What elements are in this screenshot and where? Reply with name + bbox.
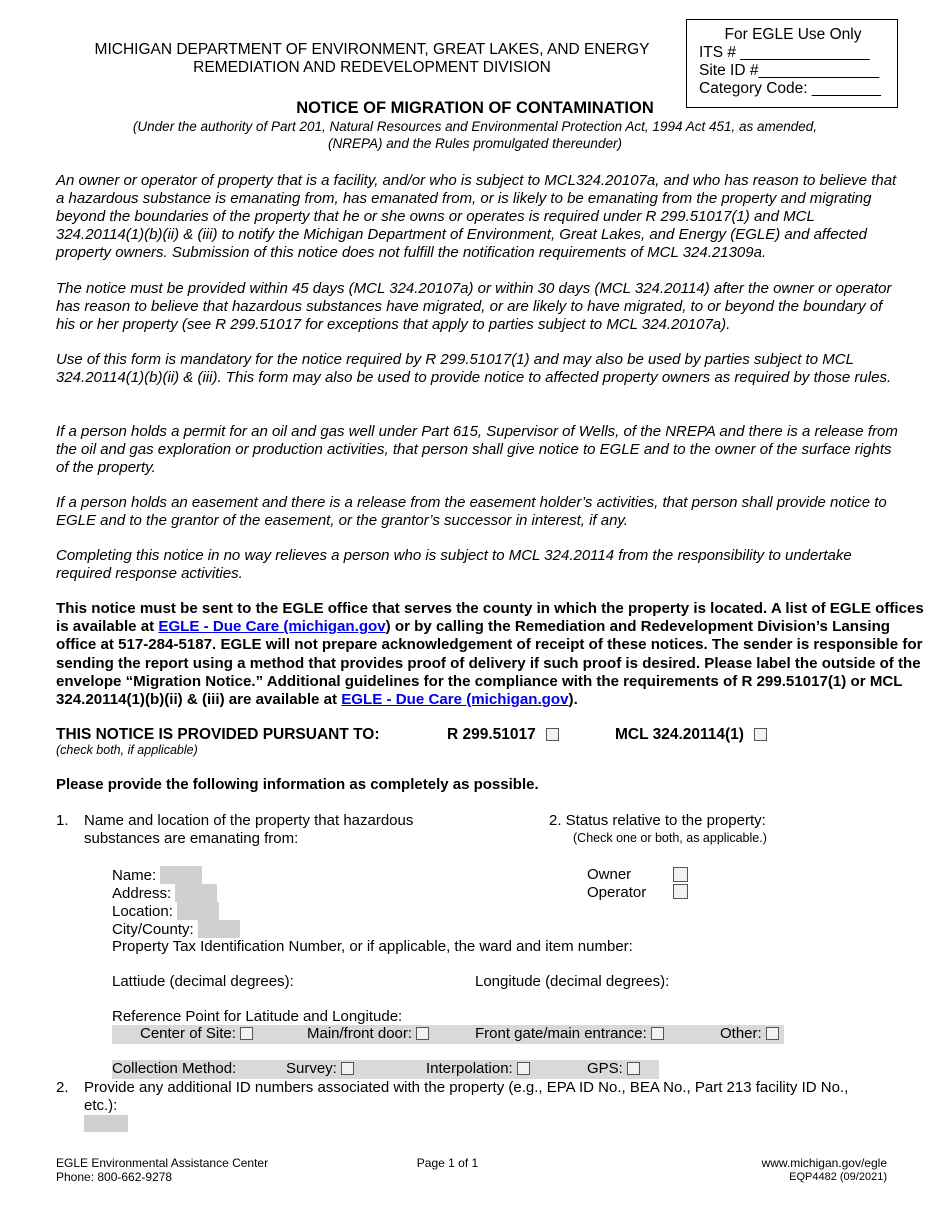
city-county-label: City/County: bbox=[112, 921, 194, 938]
main-door-checkbox[interactable] bbox=[416, 1027, 429, 1040]
section-2-line-1: Provide any additional ID numbers associated with the property (e.g., EPA ID No., BEA No., Part 213 facility ID No., bbox=[84, 1079, 849, 1096]
category-code-field: Category Code: ________ bbox=[699, 80, 881, 97]
rule-option bbox=[447, 726, 559, 744]
section-2-number: 2. bbox=[56, 1079, 69, 1096]
section-1-number: 1. bbox=[56, 812, 69, 829]
reference-point-row bbox=[112, 1025, 784, 1044]
front-gate-option bbox=[475, 1025, 664, 1043]
submission-instructions bbox=[56, 600, 926, 709]
operator-label: Operator bbox=[587, 884, 647, 901]
link-2-close: ) bbox=[568, 691, 574, 709]
main-door-label: Main/front door: bbox=[307, 1025, 413, 1042]
tax-id-label: Property Tax Identification Number, or if applicable, the ward and item number: bbox=[112, 938, 633, 955]
section-1-heading bbox=[84, 812, 413, 848]
egle-use-title: For EGLE Use Only bbox=[724, 26, 862, 43]
interpolation-label: Interpolation: bbox=[426, 1060, 513, 1077]
operator-checkbox[interactable] bbox=[673, 884, 688, 902]
deadline-paragraph: The notice must be provided within 45 days (MCL 324.20107a) or within 30 days (MCL 324.20114) after the owner or operator has reason to believe that hazardous substances have migrated, or are likely to have migrated, to or beyond the boundary of his or her property (see R 299.51017 for exceptions that apply to parties subject to MCL 324.20107a). bbox=[56, 280, 892, 333]
instructions-text-2: or by calling the Remediation and Redevelopment Division’s Lansing office at 517-284-5187. EGLE will not prepare acknowledgement of receipt of these notices. The sender is responsible for sending the report using a method that provides proof of delivery if such proof is desired. Please label the outside of the envelope “Migration Notice.” Additional guidelines for the compliance with the requirements of R 299.51017(1) or MCL 324.20114(1)(b)(ii) & (iii) are available at bbox=[56, 618, 923, 709]
front-gate-checkbox[interactable] bbox=[651, 1027, 664, 1040]
division-name: REMEDIATION AND REDEVELOPMENT DIVISION bbox=[193, 59, 551, 76]
gps-option bbox=[587, 1060, 640, 1078]
city-county-input[interactable] bbox=[198, 920, 240, 938]
agency-header bbox=[60, 41, 684, 77]
due-care-link-2[interactable]: EGLE - Due Care (michigan.gov bbox=[341, 691, 569, 709]
location-label: Location: bbox=[112, 903, 173, 920]
other-label: Other: bbox=[720, 1025, 762, 1042]
footer-phone: Phone: 800-662-9278 bbox=[56, 1170, 173, 1184]
authority-line-2: (NREPA) and the Rules promulgated thereunder) bbox=[328, 136, 622, 151]
section-1-line-2: substances are emanating from: bbox=[84, 830, 299, 847]
egle-use-only-box bbox=[686, 19, 898, 108]
gps-label: GPS: bbox=[587, 1060, 623, 1077]
authority-line-1: (Under the authority of Part 201, Natural Resources and Environmental Protection Act, 1994 Act 451, as amended, bbox=[132, 119, 818, 134]
latitude-label: Lattiude (decimal degrees): bbox=[112, 973, 294, 990]
agency-name: MICHIGAN DEPARTMENT OF ENVIRONMENT, GREAT LAKES, AND ENERGY bbox=[94, 41, 650, 58]
owner-label: Owner bbox=[587, 866, 632, 883]
section-1-line-1: Name and location of the property that hazardous bbox=[84, 812, 414, 829]
section-2-heading bbox=[84, 1079, 904, 1115]
name-input[interactable] bbox=[160, 866, 202, 884]
reference-point-label: Reference Point for Latitude and Longitude: bbox=[112, 1008, 403, 1025]
authority-note bbox=[60, 118, 890, 152]
pursuant-hint: (check both, if applicable) bbox=[56, 743, 198, 757]
address-row bbox=[112, 884, 217, 903]
status-title: 2. Status relative to the property: bbox=[549, 812, 766, 829]
address-input[interactable] bbox=[175, 884, 217, 902]
other-checkbox[interactable] bbox=[766, 1027, 779, 1040]
survey-checkbox[interactable] bbox=[341, 1062, 354, 1075]
owner-checkbox[interactable] bbox=[673, 867, 688, 885]
front-gate-label: Front gate/main entrance: bbox=[475, 1025, 647, 1042]
mcl-option bbox=[615, 726, 767, 744]
status-hint: (Check one or both, as applicable.) bbox=[573, 831, 767, 845]
due-care-link-1[interactable]: EGLE - Due Care (michigan.gov bbox=[158, 618, 386, 636]
collection-method-label: Collection Method: bbox=[112, 1060, 237, 1077]
interpolation-checkbox[interactable] bbox=[517, 1062, 530, 1075]
mandatory-use-paragraph: Use of this form is mandatory for the notice required by R 299.51017(1) and may also be used by parties subject to MCL 324.20114(1)(b)(ii) & (iii). This form may also be used to provide notice to affected property owners as required by those rules. bbox=[56, 351, 892, 386]
its-number-field: ITS # _______________ bbox=[699, 44, 870, 61]
instructions-text-1: This notice must be sent to the EGLE office that serves the county in which the property is located. A list of EGLE offices is available at bbox=[56, 600, 924, 636]
additional-id-input[interactable] bbox=[84, 1115, 128, 1132]
main-door-option bbox=[307, 1025, 429, 1043]
section-2-line-2: etc.): bbox=[84, 1097, 118, 1114]
footer-center-name: EGLE Environmental Assistance Center bbox=[56, 1156, 269, 1170]
mcl-option-label: MCL 324.20114(1) bbox=[615, 726, 744, 743]
mcl-checkbox[interactable] bbox=[754, 728, 767, 741]
address-label: Address: bbox=[112, 885, 172, 902]
page-title: NOTICE OF MIGRATION OF CONTAMINATION bbox=[296, 99, 654, 117]
easement-paragraph: If a person holds an easement and there is a release from the easement holder’s activities, that person shall provide notice to EGLE and to the grantor of the easement, or the grantor’s successor in interest, if any. bbox=[56, 494, 887, 529]
site-id-field: Site ID #______________ bbox=[699, 62, 880, 79]
name-row bbox=[112, 866, 202, 885]
other-option bbox=[720, 1025, 779, 1043]
location-input[interactable] bbox=[177, 902, 219, 920]
interpolation-option bbox=[426, 1060, 530, 1078]
instruction-text: Please provide the following information as completely as possible. bbox=[56, 776, 539, 793]
gps-checkbox[interactable] bbox=[627, 1062, 640, 1075]
survey-label: Survey: bbox=[286, 1060, 337, 1077]
intro-paragraph: An owner or operator of property that is a facility, and/or who is subject to MCL324.20107a, and who has reason to believe that a hazardous substance is emanating from, has emanated from, or is likely to be emanating from the property and migrating beyond the boundaries of the property that he or she owns or operates is required under R 299.51017(1) and MCL 324.20114(1)(b)(ii) & (iii) to notify the Michigan Department of Environment, Great Lakes, and Energy (EGLE) and affected property owners. Submission of this notice does not fulfill the notification requirements of MCL 324.21309a. bbox=[56, 172, 897, 261]
location-row bbox=[112, 902, 219, 921]
longitude-label: Longitude (decimal degrees): bbox=[475, 973, 670, 990]
name-label: Name: bbox=[112, 867, 157, 884]
rule-checkbox[interactable] bbox=[546, 728, 559, 741]
center-label: Center of Site: bbox=[140, 1025, 236, 1042]
footer-page-number: Page 1 of 1 bbox=[416, 1156, 479, 1170]
survey-option bbox=[286, 1060, 354, 1078]
center-option bbox=[140, 1025, 253, 1043]
footer-website[interactable]: www.michigan.gov/egle bbox=[761, 1156, 887, 1170]
footer-form-id: EQP4482 (09/2021) bbox=[789, 1171, 887, 1183]
collection-method-row bbox=[112, 1060, 659, 1079]
oil-gas-paragraph: If a person holds a permit for an oil and gas well under Part 615, Supervisor of Wells, of the NREPA and there is a release from the oil and gas exploration or production activities, that person shall give notice to EGLE and to the owner of the surface rights of the property. bbox=[56, 423, 898, 476]
rule-option-label: R 299.51017 bbox=[447, 726, 536, 743]
footer-right bbox=[560, 1156, 887, 1184]
link-1-close: ) bbox=[385, 618, 391, 636]
center-checkbox[interactable] bbox=[240, 1027, 253, 1040]
pursuant-label: THIS NOTICE IS PROVIDED PURSUANT TO: bbox=[56, 726, 380, 743]
city-row bbox=[112, 920, 240, 939]
instructions-end: . bbox=[573, 691, 578, 709]
response-activities-paragraph: Completing this notice in no way relieves a person who is subject to MCL 324.20114 from the responsibility to undertake required response activities. bbox=[56, 547, 852, 582]
